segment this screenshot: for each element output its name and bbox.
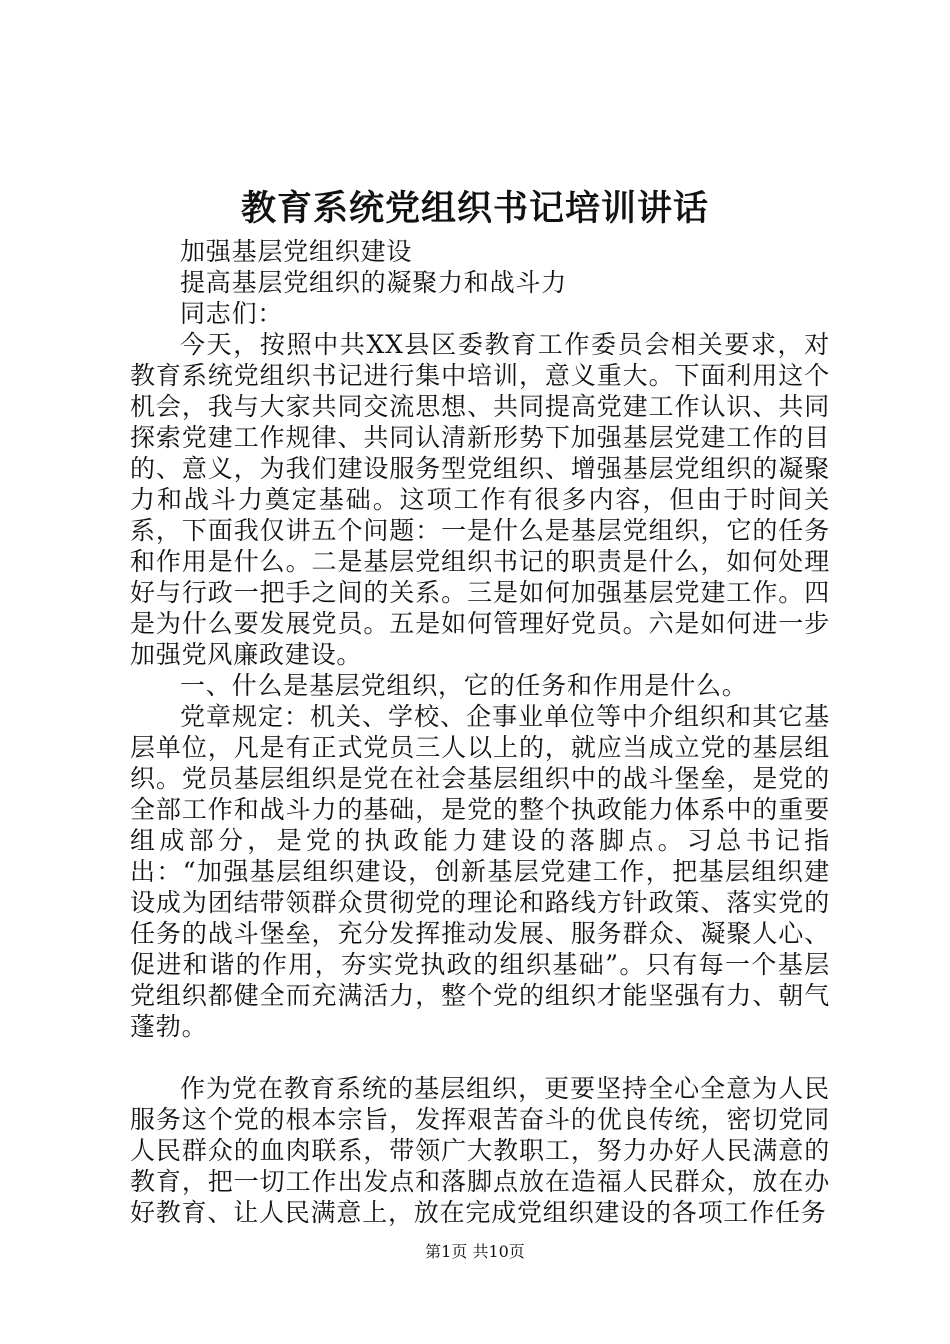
subtitle-line-2: 提高基层党组织的凝聚力和战斗力	[180, 268, 568, 297]
document-body	[130, 236, 830, 1228]
page-footer: 第1页 共10页	[425, 1242, 525, 1261]
paragraph-education-system: 作为党在教育系统的基层组织，更要坚持全心全意为人民服务这个党的根本宗旨，发挥艰苦奋斗的优良传统，密切党同人民群众的血肉联系，带领广大教职工，努力办好人民满意的教育，把一切工作出发点和落脚点放在造福人民群众，放在办好教育、让人民满意上，放在完成党组织建设的各项工作任务	[130, 1074, 830, 1227]
section-heading-1: 一、什么是基层党组织，它的任务和作用是什么。	[180, 671, 748, 700]
paragraph-party-constitution: 党章规定：机关、学校、企事业单位等中介组织和其它基层单位，凡是有正式党员三人以上的，就应当成立党的基层组织。党员基层组织是党在社会基层组织中的战斗堡垒，是党的全部工作和战斗力的基础，是党的整个执政能力体系中的重要组成部分，是党的执政能力建设的落脚点。习总书记指出：“加强基层组织建设，创新基层党建工作，把基层组织建设成为团结带领群众贯彻党的理论和路线方针政策、落实党的任务的战斗堡垒，充分发挥推动发展、服务群众、凝聚人心、促进和谐的作用，夯实党执政的组织基础”。只有每一个基层党组织都健全而充满活力，整个党的组织才能坚强有力、朝气蓬勃。	[130, 702, 830, 1041]
salutation: 同志们：	[180, 299, 284, 328]
document-title: 教育系统党组织书记培训讲话	[240, 188, 709, 229]
paragraph-intro: 今天，按照中共XX县区委教育工作委员会相关要求，对教育系统党组织书记进行集中培训，意义重大。下面利用这个机会，我与大家共同交流思想、共同提高党建工作认识、共同探索党建工作规律、共同认清新形势下加强基层党建工作的目的、意义，为我们建设服务型党组织、增强基层党组织的凝聚力和战斗力奠定基础。这项工作有很多内容，但由于时间关系，下面我仅讲五个问题：一是什么是基层党组织，它的任务和作用是什么。二是基层党组织书记的职责是什么，如何处理好与行政一把手之间的关系。三是如何加强基层党建工作。四是为什么要发展党员。五是如何管理好党员。六是如何进一步加强党风廉政建设。	[130, 330, 830, 669]
subtitle-line-1: 加强基层党组织建设	[180, 237, 413, 266]
